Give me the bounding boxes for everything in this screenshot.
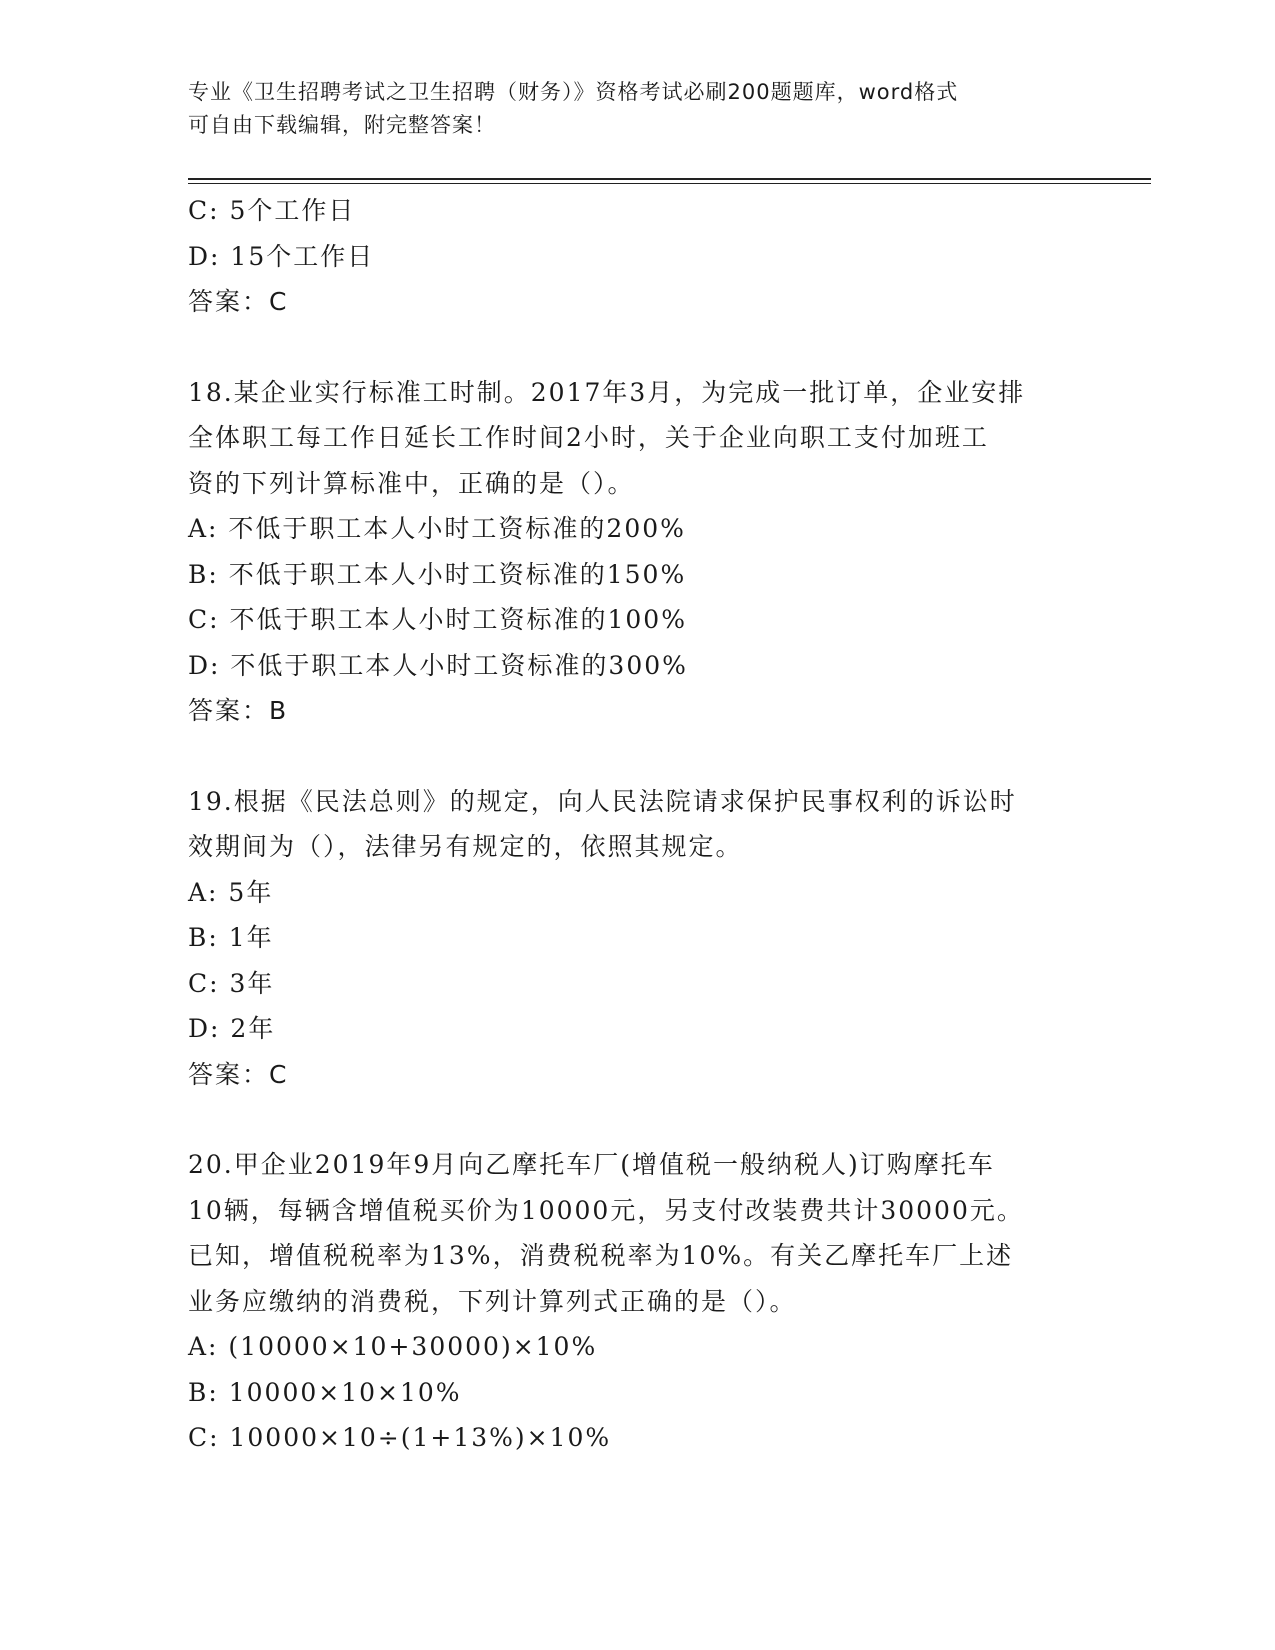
document-header xyxy=(188,76,1088,142)
option-c: C: 5个工作日 xyxy=(188,196,356,225)
question-19 xyxy=(188,779,1088,1098)
question-stem-line: 资的下列计算标准中，正确的是（）。 xyxy=(188,468,635,498)
question-18 xyxy=(188,370,1088,734)
option-c: C: 3年 xyxy=(188,968,275,998)
option-b: B: 1年 xyxy=(188,923,274,952)
option-d: D: 不低于职工本人小时工资标准的300% xyxy=(188,650,688,680)
question-list xyxy=(188,188,1088,1461)
question-stem-line: 效期间为（），法律另有规定的，依照其规定。 xyxy=(188,832,743,861)
header-line-2: 可自由下载编辑，附完整答案！ xyxy=(188,113,496,137)
question-stem-line: 18.某企业实行标准工时制。2017年3月，为完成一批订单，企业安排 xyxy=(188,377,1026,407)
header-divider-thin xyxy=(188,183,1151,184)
option-d: D: 15个工作日 xyxy=(188,241,375,271)
option-a: A: 不低于职工本人小时工资标准的200% xyxy=(188,514,686,543)
header-divider-thick xyxy=(188,178,1151,180)
answer: 答案：B xyxy=(188,696,289,725)
previous-question-tail xyxy=(188,188,1088,325)
answer: 答案：C xyxy=(188,287,289,316)
header-line-1: 专业《卫生招聘考试之卫生招聘（财务）》资格考试必刷200题题库，word格式 xyxy=(188,80,959,104)
option-c: C: 10000×10÷(1+13%)×10% xyxy=(188,1423,612,1452)
option-b: B: 不低于职工本人小时工资标准的150% xyxy=(188,559,687,589)
option-a: A: 5年 xyxy=(188,877,274,907)
answer: 答案：C xyxy=(188,1059,289,1089)
question-stem-line: 全体职工每工作日延长工作时间2小时，关于企业向职工支付加班工 xyxy=(188,423,989,452)
option-c: C: 不低于职工本人小时工资标准的100% xyxy=(188,605,687,634)
question-stem-line: 已知，增值税税率为13%，消费税税率为10%。有关乙摩托车厂上述 xyxy=(188,1241,1014,1270)
question-stem-line: 20.甲企业2019年9月向乙摩托车厂(增值税一般纳税人)订购摩托车 xyxy=(188,1150,995,1179)
option-a: A: (10000×10+30000)×10% xyxy=(188,1332,598,1361)
question-stem-line: 10辆，每辆含增值税买价为10000元，另支付改装费共计30000元。 xyxy=(188,1195,1024,1225)
option-b: B: 10000×10×10% xyxy=(188,1377,462,1407)
question-stem-line: 业务应缴纳的消费税，下列计算列式正确的是（）。 xyxy=(188,1286,797,1316)
option-d: D: 2年 xyxy=(188,1014,276,1043)
question-stem-line: 19.根据《民法总则》的规定，向人民法院请求保护民事权利的诉讼时 xyxy=(188,786,1017,816)
question-20 xyxy=(188,1142,1088,1461)
